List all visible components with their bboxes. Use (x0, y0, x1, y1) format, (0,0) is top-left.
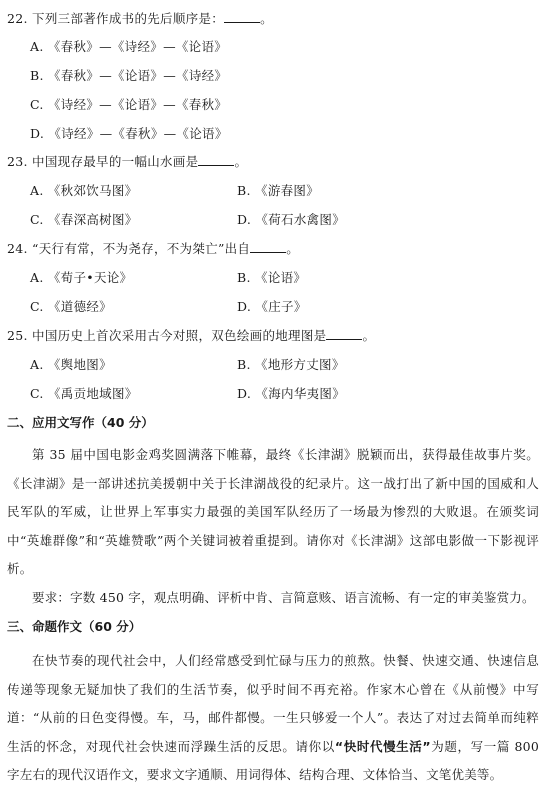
q25-option-b: B. 《地形方丈图》 (237, 357, 345, 372)
question-25-stem: 25. 中国历史上首次采用古今对照，双色绘画的地理图是 (7, 328, 327, 343)
section-3-title: 三、命题作文（60 分） (7, 619, 142, 634)
answer-blank (198, 155, 234, 166)
q22-option-d: D. 《诗经》—《春秋》—《论语》 (30, 126, 228, 141)
question-24 (7, 239, 299, 257)
q23-option-a: A. 《秋郊饮马图》 (30, 183, 138, 198)
q24-option-b: B. 《论语》 (237, 270, 307, 285)
q23-option-c: C. 《春深高树图》 (30, 212, 138, 227)
question-24-stem: 24. “天行有常，不为尧存，不为桀亡”出自 (7, 241, 251, 256)
q25-option-a: A. 《舆地图》 (30, 357, 112, 372)
question-22 (7, 9, 273, 27)
question-23 (7, 152, 247, 170)
q23-option-b: B. 《游春图》 (237, 183, 320, 198)
question-23-stem: 23. 中国现存最早的一幅山水画是 (7, 154, 199, 169)
question-22-tail: 。 (260, 11, 273, 26)
section-3-prompt (7, 647, 539, 790)
section-2-title: 二、应用文写作（40 分） (7, 415, 154, 430)
question-25 (7, 326, 375, 344)
q22-option-c: C. 《诗经》—《论语》—《春秋》 (30, 97, 228, 112)
q25-option-c: C. 《禹贡地域图》 (30, 386, 138, 401)
q25-option-d: D. 《海内华夷图》 (237, 386, 346, 401)
q22-option-b: B. 《春秋》—《论语》—《诗经》 (30, 68, 228, 83)
section-2-requirements: 要求：字数 450 字，观点明确、评析中肯、言简意赅、语言流畅、有一定的审美鉴赏力。 (32, 590, 535, 605)
essay-topic: “快时代慢生活” (334, 738, 431, 754)
question-22-stem: 22. 下列三部著作成书的先后顺序是： (7, 11, 225, 26)
q23-option-d: D. 《荷石水禽图》 (237, 212, 346, 227)
q22-option-a: A. 《春秋》—《诗经》—《论语》 (30, 39, 228, 54)
answer-blank (250, 242, 286, 253)
question-25-tail: 。 (362, 328, 376, 343)
section-3-prompt-text: 在快节奏的现代社会中，人们经常感受到忙碌与压力的煎熬。快餐、快速交通、快速信息传递等现象无疑加快了我们的生活节奏，似乎时间不再充裕。作家木心曾在《从前慢》中写道：“从前的日色变得慢。车，马，邮件都慢。一生只够爱一个人”。表达了对过去简单而纯粹生活的怀念，对现代社会快速而浮躁生活的反思。请你以 (7, 653, 539, 754)
question-23-tail: 。 (234, 154, 248, 169)
q24-option-d: D. 《庄子》 (237, 299, 307, 314)
q24-option-a: A. 《荀子•天论》 (30, 270, 133, 285)
answer-blank (326, 329, 362, 340)
answer-blank (224, 12, 260, 23)
question-24-tail: 。 (286, 241, 300, 256)
section-3-prompt-text-end: 为题，写一篇 800 字左右的现代汉语作文，要求文字通顺、用词得体、结构合理、文体恰当、文笔优美等。 (7, 738, 539, 782)
section-2-prompt: 第 35 届中国电影金鸡奖圆满落下帷幕，最终《长津湖》脱颖而出，获得最佳故事片奖。《长津湖》是一部讲述抗美援朝中关于长津湖战役的纪录片。这一战打出了新中国的国威和人民军队的军威，让世界上军事实力最强的美国军队经历了一场最为惨烈的大败退。在颁奖词中“英雄群像”和“英雄赞歌”两个关键词被着重提到。请你对《长津湖》这部电影做一下影视评析。 (7, 447, 539, 576)
q24-option-c: C. 《道德经》 (30, 299, 112, 314)
